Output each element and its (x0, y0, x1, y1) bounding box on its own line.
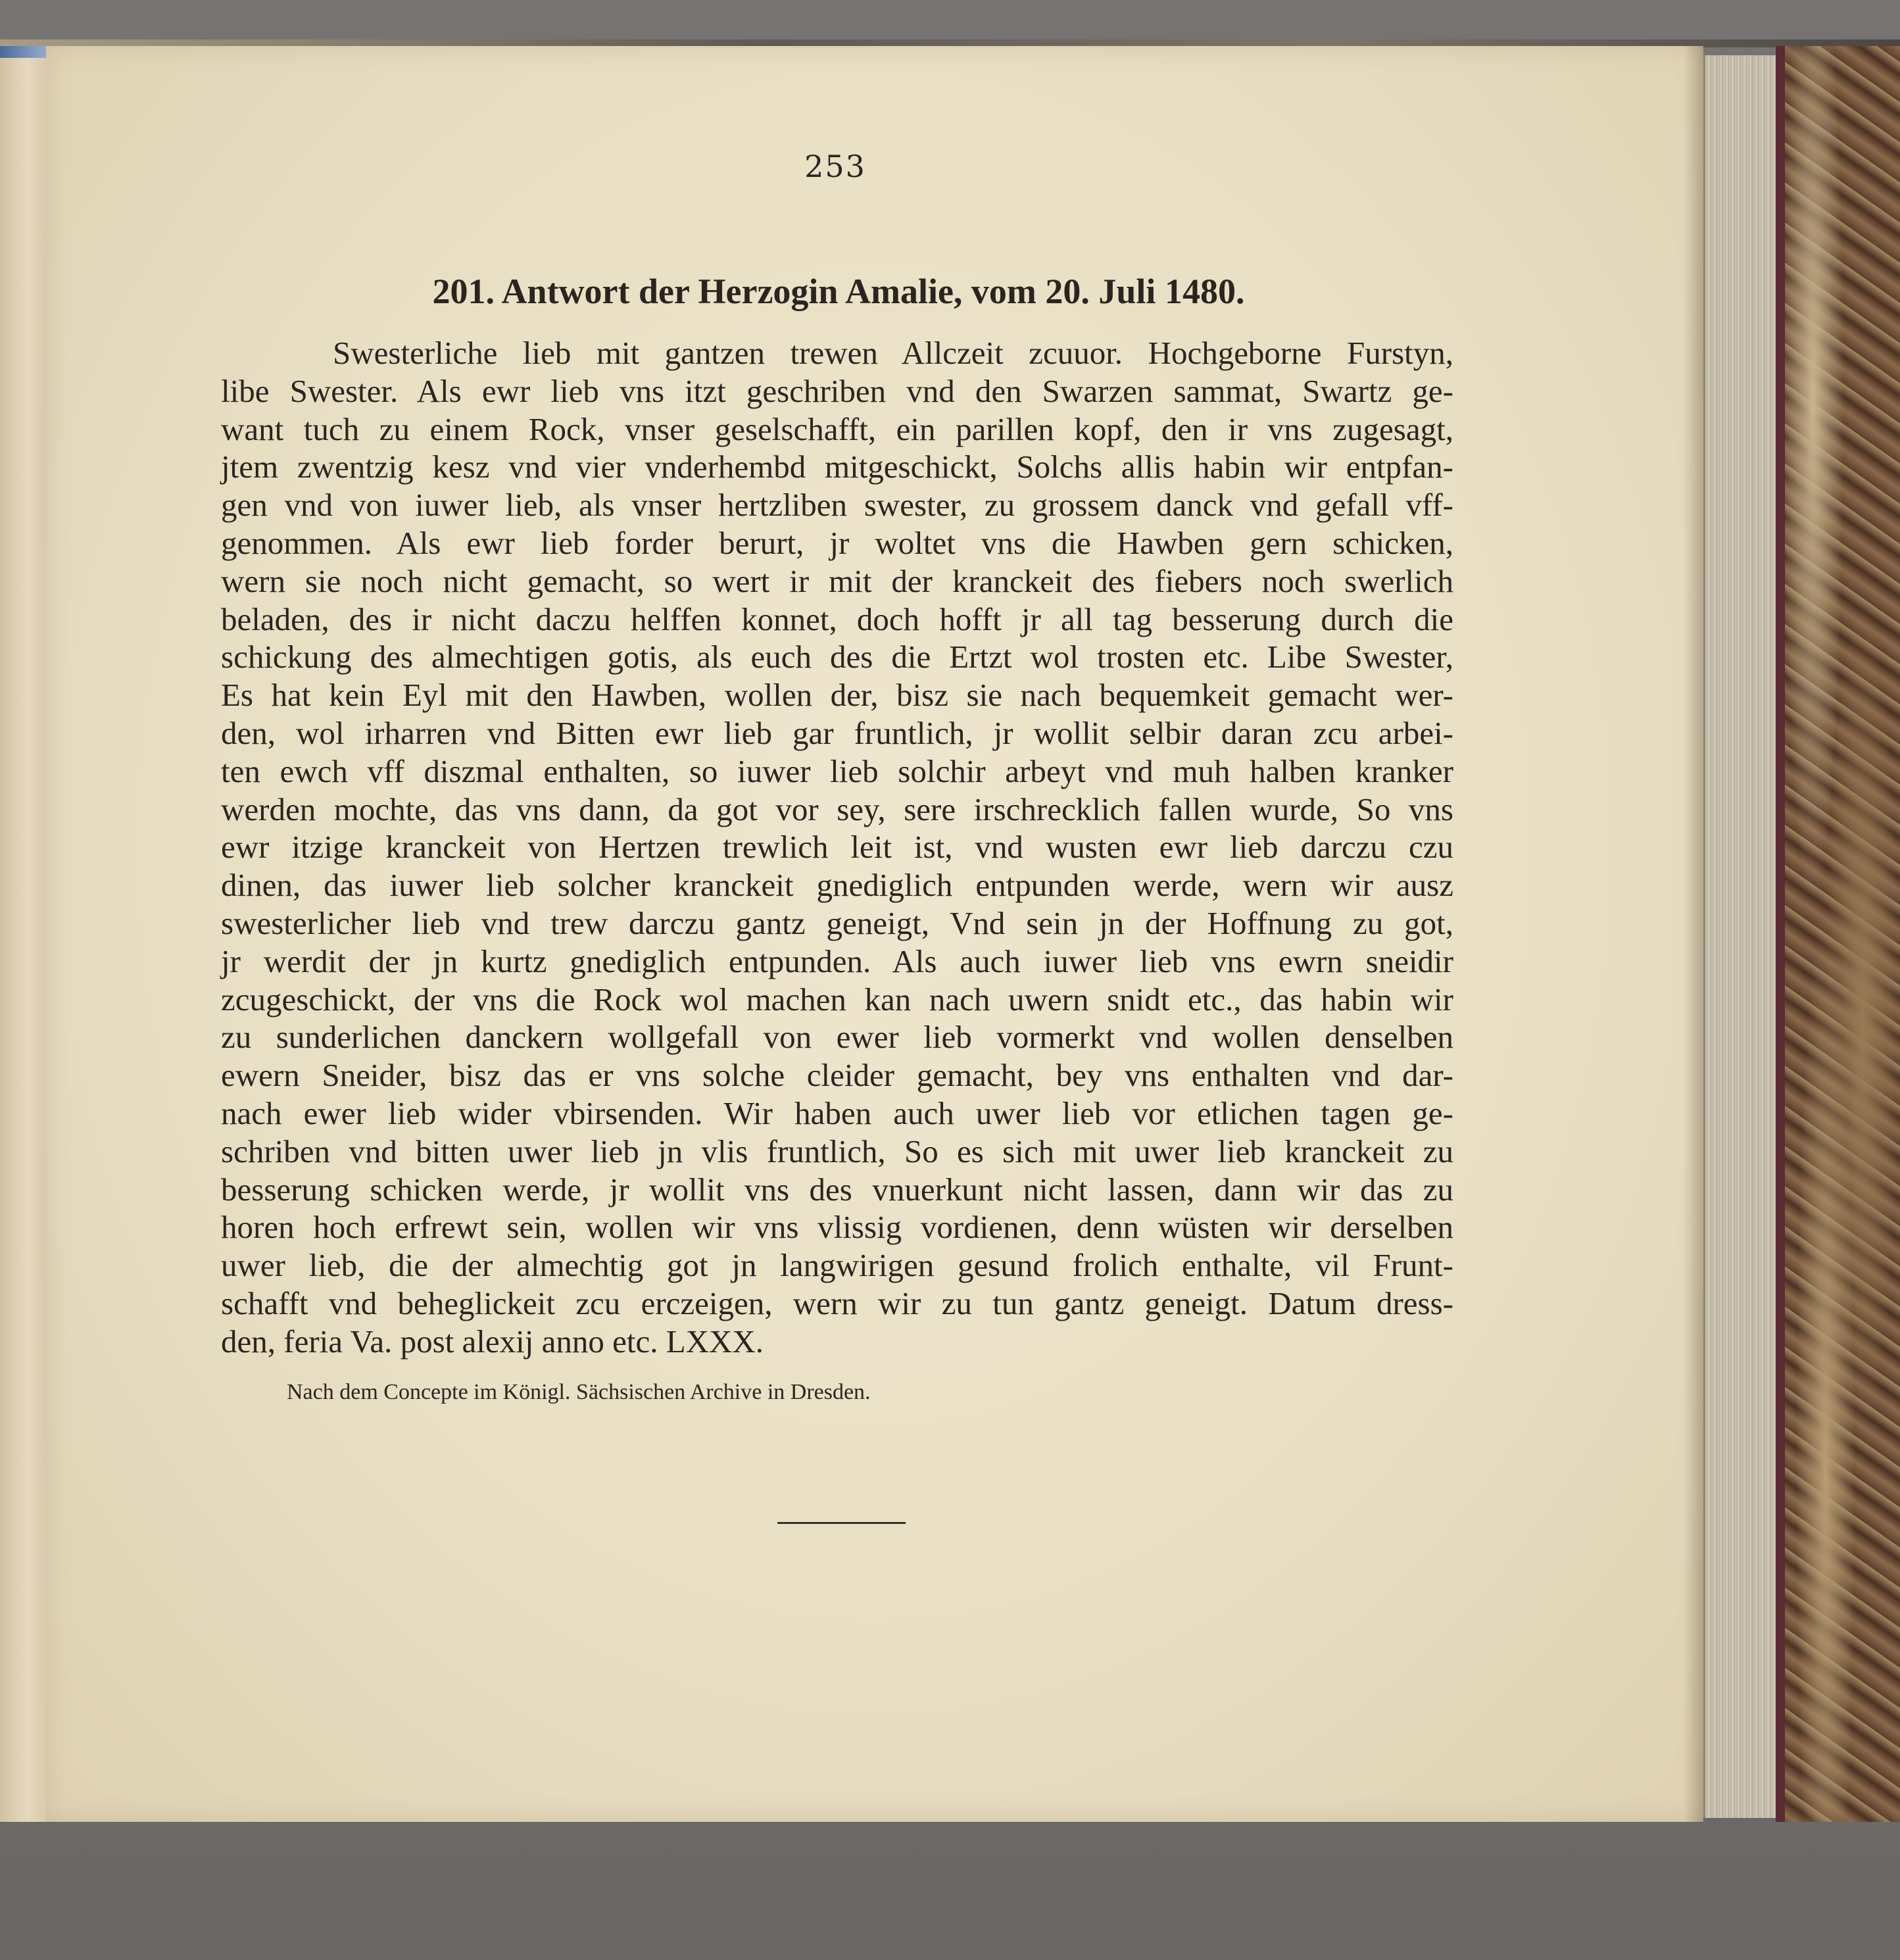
body-line: swesterlicher lieb vnd trew darczu gantz geneigt, Vnd sein jn der Hoffnung zu got, (221, 904, 1453, 941)
body-line: schickung des almechtigen gotis, als euch des die Ertzt wol trosten etc. Libe Swester, (221, 639, 1453, 675)
body-line: libe Swester. Als ewr lieb vns itzt geschriben vnd den Swarzen sammat, Swartz ge- (221, 372, 1453, 409)
body-line: uwer lieb, die der almechtig got jn langwirigen gesund frolich enthalte, vil Frunt- (221, 1247, 1453, 1284)
body-line: dinen, das iuwer lieb solcher kranckeit gnediglich entpunden werde, wern wir ausz (221, 867, 1453, 904)
body-line: zcugeschickt, der vns die Rock wol machen kan nach uwern snidt etc., das habin wir (221, 981, 1453, 1017)
end-rule (777, 1522, 906, 1524)
body-line: ten ewch vff diszmal enthalten, so iuwer lieb solchir arbeyt vnd muh halben kranker (221, 752, 1453, 789)
body-line: schafft vnd beheglickeit zcu erczeigen, wern wir zu tun gantz geneigt. Datum dress- (221, 1285, 1453, 1321)
source-note: Nach dem Concepte im Königl. Sächsischen Archive in Dresden. (287, 1380, 871, 1404)
document-title: 201. Antwort der Herzogin Amalie, vom 20. Juli 1480. (432, 272, 1245, 311)
body-line: den, feria Va. post alexij anno etc. LXXX. (221, 1323, 764, 1360)
body-line: ewern Sneider, bisz das er vns solche cleider gemacht, bey vns enthalten vnd dar- (221, 1057, 1453, 1094)
body-line: gen vnd von iuwer lieb, als vnser hertzliben swester, zu grossem danck vnd gefall vff- (221, 487, 1453, 524)
body-line: want tuch zu einem Rock, vnser geselschafft, ein parillen kopf, den ir vns zugesagt, (221, 410, 1453, 447)
body-line: nach ewer lieb wider vbirsenden. Wir haben auch uwer lieb vor etlichen tagen ge- (221, 1094, 1453, 1131)
body-line: Es hat kein Eyl mit den Hawben, wollen der, bisz sie nach bequemkeit gemacht wer- (221, 677, 1453, 714)
body-line: genommen. Als ewr lieb forder berurt, jr woltet vns die Hawben gern schicken, (221, 524, 1453, 561)
body-line: jtem zwentzig kesz vnd vier vnderhembd mitgeschickt, Solchs allis habin wir entpfan- (221, 449, 1453, 485)
body-line: schriben vnd bitten uwer lieb jn vlis fruntlich, So es sich mit uwer lieb kranckeit zu (221, 1133, 1453, 1169)
body-line: beladen, des ir nicht daczu helffen konnet, doch hofft jr all tag besserung durch die (221, 600, 1453, 637)
body-line: horen hoch erfrewt sein, wollen wir vns vlissig vordienen, denn wüsten wir derselben (221, 1209, 1453, 1246)
body-line: besserung schicken werde, jr wollit vns des vnuerkunt nicht lassen, dann wir das zu (221, 1171, 1453, 1208)
body-line: den, wol irharren vnd Bitten ewr lieb gar fruntlich, jr wollit selbir daran zcu arbei- (221, 714, 1453, 751)
body-text (221, 334, 1453, 1361)
body-line: jr werdit der jn kurtz gnediglich entpunden. Als auch iuwer lieb vns ewrn sneidir (221, 943, 1453, 979)
body-line: werden mochte, das vns dann, da got vor sey, sere irschrecklich fallen wurde, So vns (221, 791, 1453, 827)
body-line: ewr itzige kranckeit von Hertzen trewlich leit ist, vnd wusten ewr lieb darczu czu (221, 829, 1453, 866)
body-line: zu sunderlichen danckern wollgefall von ewer lieb vormerkt vnd wollen denselben (221, 1019, 1453, 1056)
body-line: Swesterliche lieb mit gantzen trewen Allczeit zcuuor. Hochgeborne Furstyn, (333, 335, 1453, 371)
page-number: 253 (804, 149, 866, 184)
body-line: wern sie noch nicht gemacht, so wert ir mit der kranckeit des fiebers noch swerlich (221, 562, 1453, 599)
